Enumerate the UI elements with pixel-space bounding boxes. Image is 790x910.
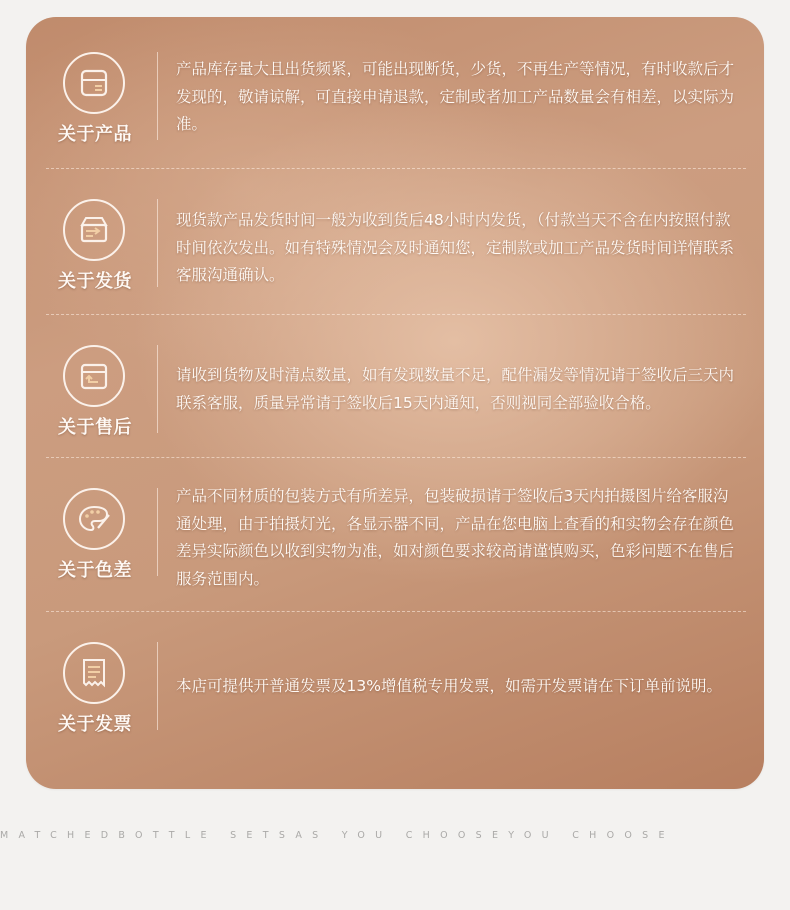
section-shipping — [46, 199, 746, 329]
section-shipping-text: 现货款产品发货时间一般为收到货后48小时内发货，（付款当天不含在内按照付款时间依次发出。如有特殊情况会及时通知您，定制款或加工产品发货时间详情联系客服沟通确认。 — [176, 211, 735, 284]
section-aftersales — [46, 345, 746, 455]
row-divider — [46, 611, 746, 612]
section-color-title: 关于色差 — [58, 560, 132, 581]
section-divider-line — [157, 199, 158, 287]
section-product — [46, 52, 746, 182]
section-invoice-title: 关于发票 — [58, 714, 132, 735]
receipt-icon — [63, 642, 125, 704]
section-aftersales-text: 请收到货物及时清点数量，如有发现数量不足，配件漏发等情况请于签收后三天内联系客服，质量异常请于签收后15天内通知，否则视同全部验收合格。 — [176, 366, 735, 412]
section-invoice-text: 本店可提供开普通发票及13%增值税专用发票，如需开发票请在下订单前说明。 — [176, 677, 722, 695]
row-divider — [46, 168, 746, 169]
section-divider-line — [157, 52, 158, 140]
section-shipping-title: 关于发货 — [58, 271, 132, 292]
section-aftersales-title: 关于售后 — [58, 417, 132, 438]
section-divider-line — [157, 345, 158, 433]
shipping-box-icon — [63, 199, 125, 261]
section-divider-line — [157, 642, 158, 730]
box-icon — [63, 52, 125, 114]
footer-tagline: MATCHEDBOTTLE SETSAS YOU CHOOSEYOU CHOOSE — [0, 830, 675, 841]
section-color-text: 产品不同材质的包装方式有所差异，包装破损请于签收后3天内拍摄图片给客服沟通处理，由于拍摄灯光，各显示器不同，产品在您电脑上查看的和实物会存在颜色差异实际颜色以收到实物为准，如对颜色要求较高请谨慎购买，色彩问题不在售后服务范围内。 — [176, 487, 735, 588]
return-box-icon — [63, 345, 125, 407]
section-invoice — [46, 642, 746, 752]
row-divider — [46, 314, 746, 315]
section-product-text: 产品库存量大且出货频紧，可能出现断货，少货，不再生产等情况，有时收款后才发现的，敬请谅解，可直接申请退款，定制或者加工产品数量会有相差，以实际为准。 — [176, 60, 735, 133]
row-divider — [46, 457, 746, 458]
palette-icon — [63, 488, 125, 550]
section-product-title: 关于产品 — [58, 124, 132, 145]
section-color — [46, 488, 746, 618]
policy-card — [26, 17, 764, 789]
section-divider-line — [157, 488, 158, 576]
